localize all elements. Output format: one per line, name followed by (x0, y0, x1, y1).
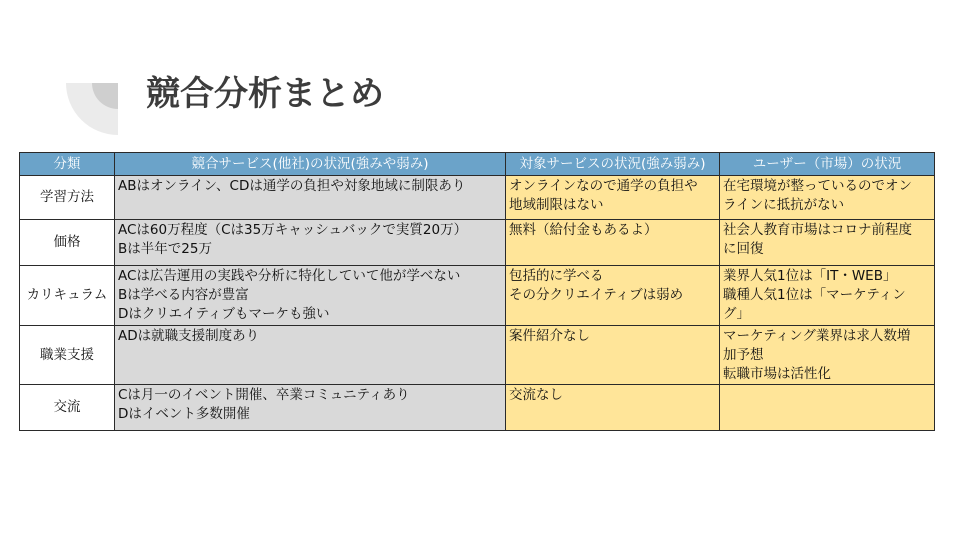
cell-line: 地域制限はない (509, 197, 604, 213)
table-row (20, 220, 935, 266)
header-user-market-status: ユーザー（市場）の状況 (720, 153, 935, 176)
cell-line: ACは60万程度（Cは35万キャッシュバックで実質20万） (118, 222, 468, 238)
header-category: 分類 (20, 153, 115, 176)
cell-line: ADは就職支援制度あり (118, 328, 260, 344)
row-category: カリキュラム (20, 266, 115, 326)
table-row (20, 385, 935, 431)
cell-line: グ」 (723, 306, 750, 322)
slide-title: 競合分析まとめ (146, 74, 384, 114)
cell-line: 転職市場は活性化 (723, 366, 831, 382)
header-service-status: 対象サービスの状況(強み弱み) (506, 153, 720, 176)
cell-line: ラインに抵抗がない (723, 197, 845, 213)
cell-line: Dはクリエイティブもマーケも強い (118, 306, 330, 322)
cell-line: ACは広告運用の実践や分析に特化していて他が学べない (118, 268, 461, 284)
service-cell (506, 385, 720, 431)
cell-line: 社会人教育市場はコロナ前程度 (723, 222, 912, 238)
row-category: 交流 (20, 385, 115, 431)
cell-line: 加予想 (723, 347, 764, 363)
competitor-cell (115, 176, 506, 220)
row-category: 学習方法 (20, 176, 115, 220)
cell-line: マーケティング業界は求人数増 (723, 328, 911, 344)
competitive-analysis-table (19, 152, 935, 431)
table-row (20, 176, 935, 220)
user-market-cell (720, 220, 935, 266)
user-market-cell (720, 385, 935, 431)
competitor-cell (115, 220, 506, 266)
cell-line: ABはオンライン、CDは通学の負担や対象地域に制限あり (118, 178, 466, 194)
user-market-cell (720, 176, 935, 220)
service-cell (506, 220, 720, 266)
user-market-cell (720, 326, 935, 385)
cell-line: に回復 (723, 241, 764, 257)
header-competitor-status: 競合サービス(他社)の状況(強みや弱み) (115, 153, 506, 176)
table-row (20, 326, 935, 385)
row-category: 価格 (20, 220, 115, 266)
cell-line: Bは半年で25万 (118, 241, 212, 257)
user-market-cell (720, 266, 935, 326)
cell-line: 案件紹介なし (509, 328, 590, 344)
row-category: 職業支援 (20, 326, 115, 385)
table-header-row (20, 153, 935, 176)
competitor-cell (115, 266, 506, 326)
cell-line: 交流なし (509, 387, 563, 403)
cell-line: Bは学べる内容が豊富 (118, 287, 249, 303)
cell-line: 在宅環境が整っているのでオン (723, 178, 912, 194)
cell-line: その分クリエイティブは弱め (509, 287, 684, 303)
service-cell (506, 326, 720, 385)
cell-line: 無料（給付金もあるよ） (509, 222, 658, 238)
service-cell (506, 266, 720, 326)
cell-line: 包括的に学べる (509, 268, 604, 284)
cell-line: Cは月一のイベント開催、卒業コミュニティあり (118, 387, 410, 403)
cell-line: 業界人気1位は「IT・WEB」 (723, 268, 897, 284)
service-cell (506, 176, 720, 220)
competitor-cell (115, 385, 506, 431)
competitor-cell (115, 326, 506, 385)
table-row (20, 266, 935, 326)
cell-line: Dはイベント多数開催 (118, 406, 250, 422)
cell-line: 職種人気1位は「マーケティン (723, 287, 906, 303)
decorative-quarter-circle-shape (66, 83, 118, 135)
cell-line: オンラインなので通学の負担や (509, 178, 698, 194)
